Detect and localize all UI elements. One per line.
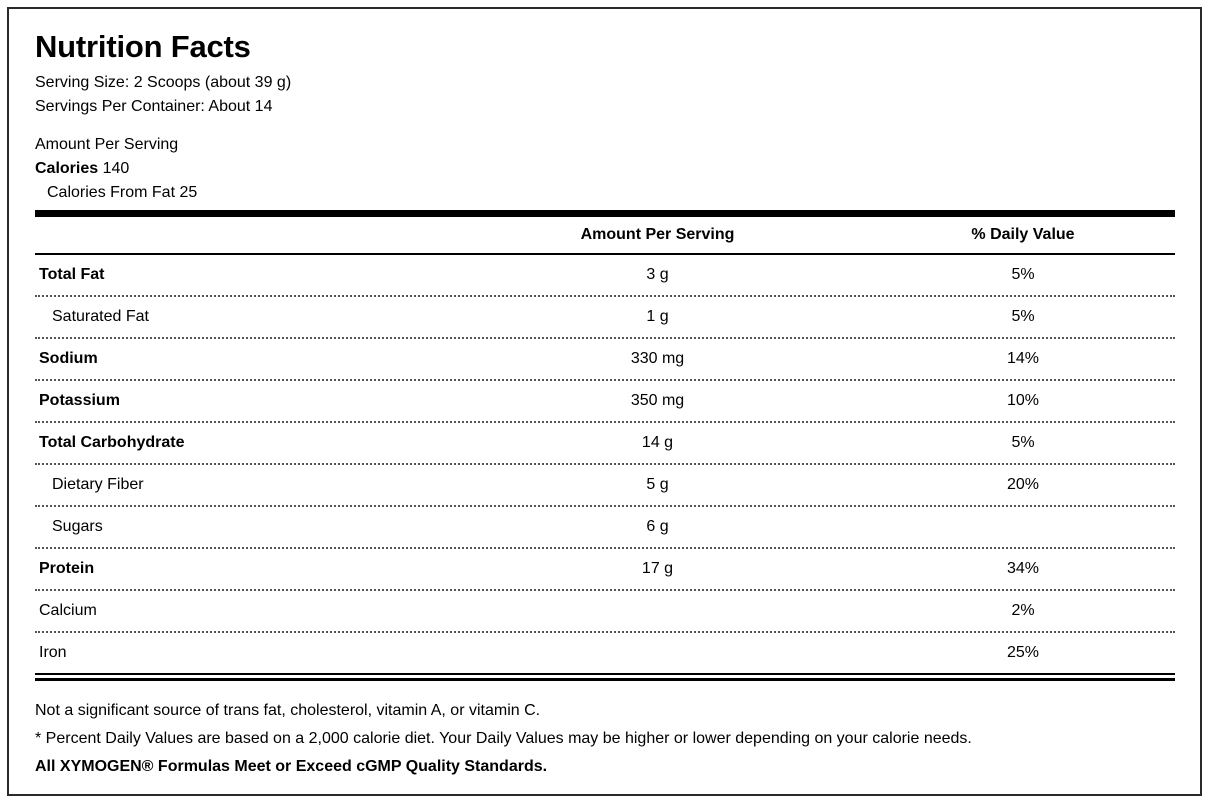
table-row bbox=[35, 381, 1175, 423]
nutrient-amount: 330 mg bbox=[630, 350, 685, 367]
nutrient-name: Sodium bbox=[39, 350, 98, 367]
nutrient-table bbox=[35, 255, 1175, 673]
thick-divider bbox=[35, 210, 1175, 217]
column-header-amount: Amount Per Serving bbox=[580, 226, 735, 243]
nutrient-amount: 6 g bbox=[646, 518, 669, 535]
calories-label: Calories bbox=[35, 160, 99, 177]
nutrient-name: Total Fat bbox=[39, 266, 105, 283]
nutrient-amount: 1 g bbox=[646, 308, 669, 325]
nutrient-amount: 3 g bbox=[646, 266, 669, 283]
table-row bbox=[35, 591, 1175, 633]
nutrient-name: Potassium bbox=[39, 392, 120, 409]
nutrient-daily-value: 25% bbox=[1006, 644, 1040, 661]
nutrient-amount: 350 mg bbox=[630, 392, 685, 409]
nutrition-facts-title: Nutrition Facts bbox=[35, 29, 251, 64]
nutrient-name: Iron bbox=[39, 644, 67, 661]
nutrient-daily-value: 5% bbox=[1011, 308, 1035, 325]
nutrient-name: Protein bbox=[39, 560, 95, 577]
table-row bbox=[35, 633, 1175, 673]
nutrient-name: Dietary Fiber bbox=[52, 476, 144, 493]
serving-size: Serving Size: 2 Scoops (about 39 g) bbox=[35, 74, 292, 91]
quality-statement: All XYMOGEN® Formulas Meet or Exceed cGMP Quality Standards. bbox=[35, 758, 548, 775]
servings-per-container: Servings Per Container: About 14 bbox=[35, 98, 273, 115]
nutrient-amount: 17 g bbox=[641, 560, 674, 577]
nutrient-daily-value: 20% bbox=[1006, 476, 1040, 493]
nutrient-daily-value: 10% bbox=[1006, 392, 1040, 409]
not-significant-note: Not a significant source of trans fat, cholesterol, vitamin A, or vitamin C. bbox=[35, 702, 541, 719]
nutrient-name: Saturated Fat bbox=[52, 308, 149, 325]
nutrient-amount: 5 g bbox=[646, 476, 669, 493]
table-row bbox=[35, 423, 1175, 465]
table-row bbox=[35, 297, 1175, 339]
nutrient-daily-value: 5% bbox=[1011, 266, 1035, 283]
nutrient-daily-value: 2% bbox=[1011, 602, 1035, 619]
calories-from-fat: Calories From Fat 25 bbox=[47, 184, 198, 201]
nutrient-daily-value: 14% bbox=[1006, 350, 1040, 367]
table-row bbox=[35, 255, 1175, 297]
table-row bbox=[35, 507, 1175, 549]
nutrient-daily-value: 34% bbox=[1006, 560, 1040, 577]
nutrition-facts-panel bbox=[7, 7, 1202, 796]
daily-values-footnote: * Percent Daily Values are based on a 2,000 calorie diet. Your Daily Values may be higher or lower depending on your calorie needs. bbox=[35, 730, 972, 747]
calories-line bbox=[35, 159, 129, 179]
nutrient-name: Total Carbohydrate bbox=[39, 434, 185, 451]
table-row bbox=[35, 549, 1175, 591]
column-header-daily-value: % Daily Value bbox=[971, 226, 1075, 243]
table-row bbox=[35, 339, 1175, 381]
calories-value: 140 bbox=[102, 160, 130, 177]
double-divider bbox=[35, 673, 1175, 681]
nutrient-amount: 14 g bbox=[641, 434, 674, 451]
nutrient-name: Sugars bbox=[52, 518, 103, 535]
table-row bbox=[35, 465, 1175, 507]
amount-per-serving-label: Amount Per Serving bbox=[35, 136, 179, 153]
nutrient-daily-value: 5% bbox=[1011, 434, 1035, 451]
nutrient-name: Calcium bbox=[39, 602, 97, 619]
